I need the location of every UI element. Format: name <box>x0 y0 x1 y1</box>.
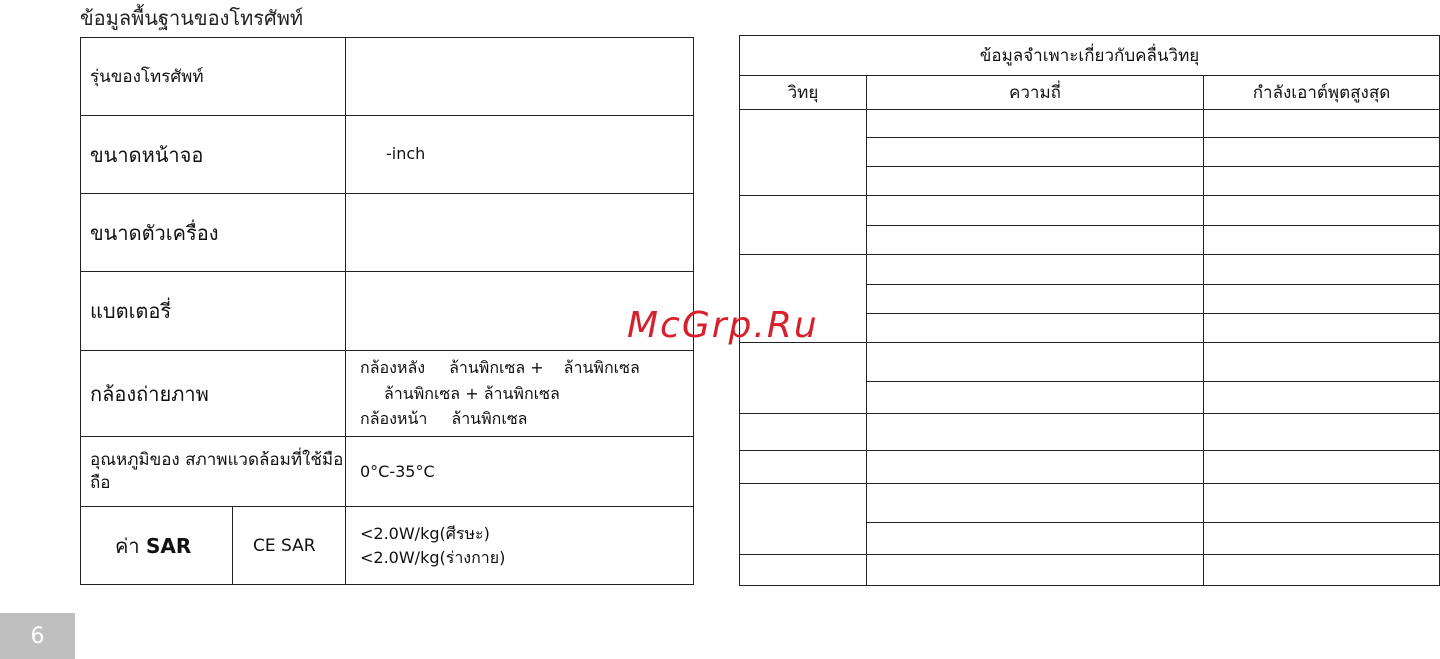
table-row <box>81 272 694 351</box>
radio-spec-table <box>739 35 1440 586</box>
sar-label <box>81 507 233 585</box>
front-camera-label: กล้องหน้า <box>360 409 428 429</box>
table-row <box>81 507 694 585</box>
table-row <box>740 451 1440 484</box>
megapixel-unit: ล้านพิกเซล <box>451 409 528 429</box>
radio-cell <box>740 484 867 555</box>
power-cell <box>1204 314 1440 343</box>
basic-info-table <box>80 37 694 585</box>
power-cell <box>1204 255 1440 285</box>
sar-values <box>346 507 694 585</box>
megapixel-unit: ล้านพิกเซล <box>483 383 560 403</box>
radio-spec-title: ข้อมูลจำเพาะเกี่ยวกับคลื่นวิทยุ <box>740 36 1440 76</box>
megapixel-unit: ล้านพิกเซล <box>563 358 640 378</box>
power-cell <box>1204 382 1440 414</box>
megapixel-unit: ล้านพิกเซล <box>384 383 461 403</box>
radio-cell <box>740 196 867 255</box>
frequency-cell <box>867 255 1204 285</box>
table-row <box>740 255 1440 285</box>
table-row <box>81 437 694 507</box>
frequency-header: ความถี่ <box>867 76 1204 110</box>
power-cell <box>1204 414 1440 451</box>
sar-type: CE SAR <box>233 507 346 585</box>
power-cell <box>1204 226 1440 255</box>
dimensions-label: ขนาดตัวเครื่อง <box>81 194 346 272</box>
plus-sign: + <box>530 358 544 378</box>
table-row <box>740 110 1440 138</box>
frequency-cell <box>867 555 1204 586</box>
model-value <box>346 38 694 116</box>
page-title: ข้อมูลพื้นฐานของโทรศัพท์ <box>80 6 304 30</box>
power-cell <box>1204 138 1440 167</box>
table-row <box>740 414 1440 451</box>
max-power-header: กำลังเอาต์พุตสูงสุด <box>1204 76 1440 110</box>
table-row <box>740 76 1440 110</box>
camera-label: กล้องถ่ายภาพ <box>81 351 346 437</box>
table-row <box>81 38 694 116</box>
power-cell <box>1204 196 1440 226</box>
camera-line-rear-2 <box>360 381 693 407</box>
table-row <box>740 36 1440 76</box>
model-label: รุ่นของโทรศัพท์ <box>81 38 346 116</box>
frequency-cell <box>867 138 1204 167</box>
camera-line-front <box>360 406 693 432</box>
power-cell <box>1204 285 1440 314</box>
frequency-cell <box>867 110 1204 138</box>
battery-value <box>346 272 694 351</box>
frequency-cell <box>867 343 1204 382</box>
radio-cell <box>740 110 867 196</box>
power-cell <box>1204 484 1440 523</box>
table-row <box>740 484 1440 523</box>
power-cell <box>1204 167 1440 196</box>
radio-header: วิทยุ <box>740 76 867 110</box>
plus-sign: + <box>465 383 479 403</box>
power-cell <box>1204 343 1440 382</box>
frequency-cell <box>867 523 1204 555</box>
page-number: 6 <box>0 613 75 659</box>
temperature-label: อุณหภูมิของ สภาพแวดล้อมที่ใช้มือถือ <box>81 437 346 507</box>
table-row <box>81 116 694 194</box>
table-row <box>81 194 694 272</box>
temperature-value: 0°C-35°C <box>346 437 694 507</box>
rear-camera-label: กล้องหลัง <box>360 358 426 378</box>
frequency-cell <box>867 314 1204 343</box>
power-cell <box>1204 523 1440 555</box>
sar-body-value: <2.0W/kg(ร่างกาย) <box>360 547 506 567</box>
frequency-cell <box>867 167 1204 196</box>
power-cell <box>1204 451 1440 484</box>
table-row <box>740 555 1440 586</box>
megapixel-unit: ล้านพิกเซล <box>449 358 526 378</box>
power-cell <box>1204 555 1440 586</box>
frequency-cell <box>867 285 1204 314</box>
watermark: McGrp.Ru <box>627 305 819 346</box>
sar-label-prefix: ค่า <box>115 533 140 558</box>
frequency-cell <box>867 414 1204 451</box>
screen-size-value: -inch <box>346 116 694 194</box>
frequency-cell <box>867 484 1204 523</box>
frequency-cell <box>867 196 1204 226</box>
radio-cell <box>740 414 867 451</box>
radio-cell <box>740 343 867 414</box>
frequency-cell <box>867 226 1204 255</box>
camera-value <box>346 351 694 437</box>
table-row <box>81 351 694 437</box>
radio-cell <box>740 255 867 343</box>
radio-cell <box>740 555 867 586</box>
sar-head-value: <2.0W/kg(ศีรษะ) <box>360 523 490 543</box>
sar-label-bold: SAR <box>145 533 192 558</box>
dimensions-value <box>346 194 694 272</box>
battery-label: แบตเตอรี่ <box>81 272 346 351</box>
frequency-cell <box>867 382 1204 414</box>
frequency-cell <box>867 451 1204 484</box>
table-row <box>740 343 1440 382</box>
screen-size-label: ขนาดหน้าจอ <box>81 116 346 194</box>
radio-cell <box>740 451 867 484</box>
table-row <box>740 196 1440 226</box>
power-cell <box>1204 110 1440 138</box>
camera-line-rear <box>360 355 693 381</box>
